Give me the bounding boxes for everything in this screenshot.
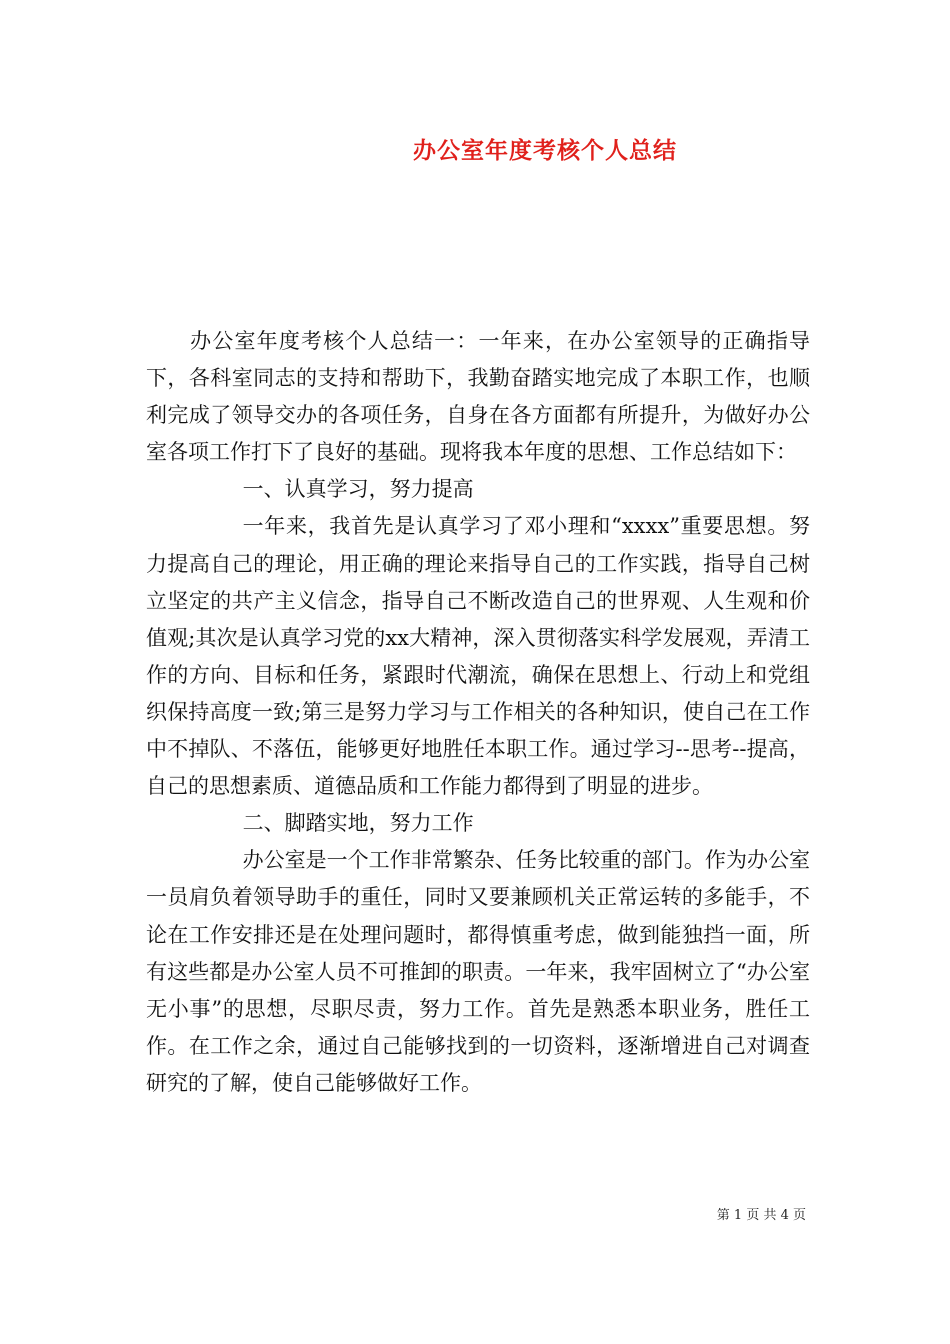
section-heading-1: 一、认真学习，努力提高 [242,477,474,502]
page-number: 第 1 页 共 4 页 [716,1208,806,1223]
section-2-paragraph: 办公室是一个工作非常繁杂、任务比较重的部门。作为办公室一员肩负着领导助手的重任，同时又要兼顾机关正常运转的多能手，不论在工作安排还是在处理问题时，都得慎重考虑，做到能独挡一面，所有这些都是办公室人员不可推卸的职责。一年来，我牢固树立了“办公室无小事”的思想，尽职尽责，努力工作。首先是熟悉本职业务，胜任工作。在工作之余，通过自己能够找到的一切资料，逐渐增进自己对调查研究的了解，使自己能够做好工作。 [146,848,810,1095]
document-body [146,323,810,1102]
document-title: 办公室年度考核个人总结 [413,137,677,164]
intro-paragraph: 办公室年度考核个人总结一：一年来，在办公室领导的正确指导下，各科室同志的支持和帮助下，我勤奋踏实地完成了本职工作，也顺利完成了领导交办的各项任务，自身在各方面都有所提升，为做好办公室各项工作打下了良好的基础。现将我本年度的思想、工作总结如下： [146,329,810,465]
section-heading-2: 二、脚踏实地，努力工作 [242,811,474,836]
section-1-paragraph: 一年来，我首先是认真学习了邓小理和“xxxx”重要思想。努力提高自己的理论，用正确的理论来指导自己的工作实践，指导自己树立坚定的共产主义信念，指导自己不断改造自己的世界观、人生观和价值观;其次是认真学习党的xx大精神，深入贯彻落实科学发展观，弄清工作的方向、目标和任务，紧跟时代潮流，确保在思想上、行动上和党组织保持高度一致;第三是努力学习与工作相关的各种知识，使自己在工作中不掉队、不落伍，能够更好地胜任本职工作。通过学习--思考--提高，自己的思想素质、道德品质和工作能力都得到了明显的进步。 [146,514,810,799]
